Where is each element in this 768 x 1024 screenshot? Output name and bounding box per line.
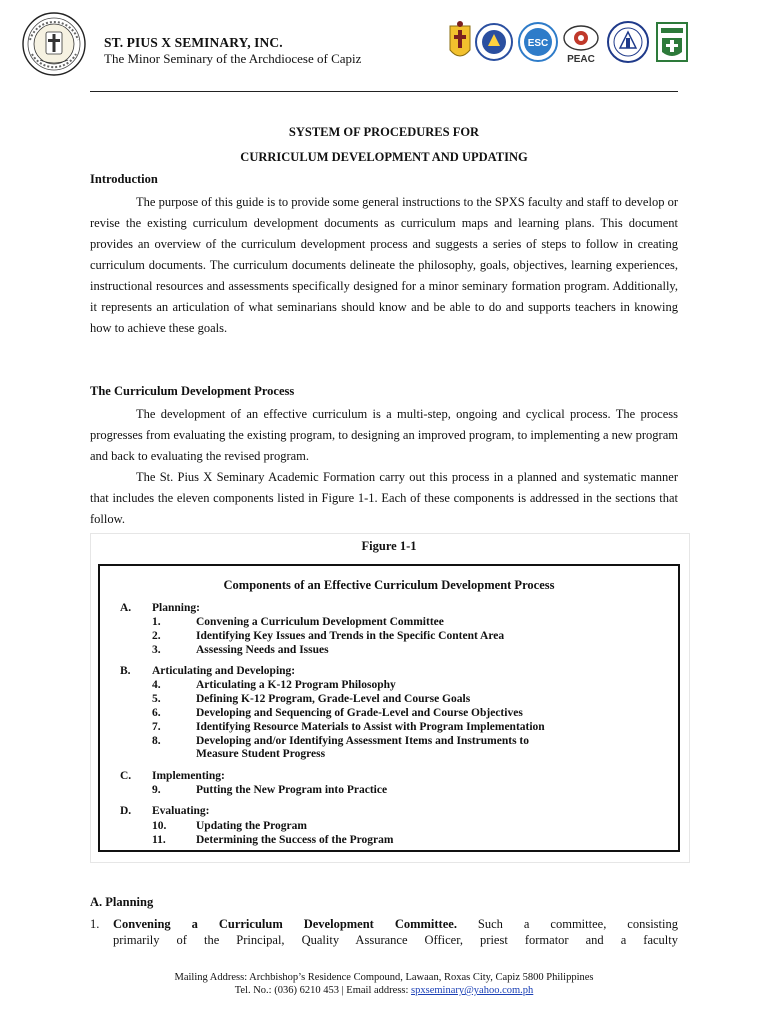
figure-section-letter: A. [120,602,132,614]
figure-item-number: 6. [152,707,161,719]
figure-item-number: 5. [152,693,161,705]
figure-item-number: 9. [152,784,161,796]
footer-phone: Tel. No.: (036) 6210 453 | Email address: [234,985,412,996]
figure-section-letter: D. [120,805,132,817]
document-title-line1: SYSTEM OF PROCEDURES FOR [288,125,480,139]
process-text-1: The development of an effective curriculum is a multi-step, ongoing and cyclical process. The process progresses from evaluating the existing program, to designing an improved program, to implementing a new program and back to evaluating the revised program. [90,407,678,463]
figure-item-text: Determining the Success of the Program [196,834,394,846]
figure-section-name: Evaluating: [152,805,210,817]
archdiocese-crest-icon [450,21,470,56]
seminary-seal-logo [10,10,98,78]
figure-item-text: Convening a Curriculum Development Committee [196,616,444,628]
figure-item-number: 3. [152,644,161,656]
accreditation-logos [448,20,693,78]
figure-item-number: 11. [152,834,166,846]
introduction-heading: Introduction [90,172,158,186]
figure-item-number: 1. [152,616,161,628]
figure-item-text: Updating the Program [196,820,307,832]
association-seal-icon [608,22,648,62]
deped-seal-icon [476,24,512,60]
figure-item-text-continued: Measure Student Progress [196,748,326,760]
process-heading: The Curriculum Development Process [90,384,295,398]
introduction-paragraph [90,192,678,339]
figure-section-letter: B. [120,665,131,677]
planning-item-line1 [113,916,678,932]
figure-item-number: 8. [152,735,161,747]
esc-logo-text: ESC [527,38,549,49]
figure-section-name: Articulating and Developing: [152,665,296,677]
email-link[interactable]: spxseminary@yahoo.com.ph [411,985,534,996]
figure-item-number: 10. [152,820,167,832]
footer-address: Mailing Address: Archbishop’s Residence Compound, Lawaan, Roxas City, Capiz 5800 Philippines [174,972,594,983]
figure-item-text: Developing and/or Identifying Assessment Items and Instruments to [196,735,530,747]
school-subtitle: The Minor Seminary of the Archdiocese of Capiz [104,51,362,66]
planning-item-line2: primarily of the Principal, Quality Assurance Officer, priest formator and a faculty [113,933,678,947]
figure-item-text: Putting the New Program into Practice [196,784,388,796]
figure-item-text: Identifying Resource Materials to Assist with Program Implementation [196,721,545,733]
figure-item-text: Developing and Sequencing of Grade-Level and Course Objectives [196,707,523,719]
figure-box [98,564,680,852]
peac-logo-icon [564,26,598,65]
figure-label: Figure 1-1 [361,539,417,553]
process-text-2: The St. Pius X Seminary Academic Formation carry out this process in a planned and systematic manner that includes the eleven components listed in Figure 1-1. Each of these components is addressed in the sections that follow. [90,470,678,526]
introduction-text: The purpose of this guide is to provide some general instructions to the SPXS faculty and staff to develop or revise the existing curriculum development documents as curriculum maps and learning plans. This document provides an overview of the curriculum development process and suggests a series of steps to follow in creating curriculum documents. The curriculum documents delineate the philosophy, goals, objectives, learning experiences, instructional resources and assessments specifically designed for a minor seminary formation program. Additionally, it represents an articulation of what seminarians should know and be able to do and supports teachers in knowing how to achieve these goals. [90,195,678,335]
peac-logo-text: PEAC [567,54,595,65]
figure-section-letter: C. [120,770,132,782]
planning-item-number: 1. [90,917,100,931]
document-title-line2: CURRICULUM DEVELOPMENT AND UPDATING [240,150,528,164]
figure-item-number: 4. [152,679,161,691]
green-shield-icon [657,23,687,61]
figure-section-name: Implementing: [152,770,225,782]
figure-item-number: 2. [152,630,161,642]
figure-item-text: Articulating a K-12 Program Philosophy [196,679,396,691]
figure-item-text: Identifying Key Issues and Trends in the Specific Content Area [196,630,505,642]
planning-item-line1-text: Such a committee, consisting [456,917,678,931]
footer-contact [0,985,768,996]
process-paragraph-1 [90,404,678,467]
figure-title: Components of an Effective Curriculum Development Process [223,578,555,592]
process-paragraph-2 [90,467,678,530]
figure-section-name: Planning: [152,602,200,614]
figure-item-text: Defining K-12 Program, Grade-Level and Course Goals [196,693,471,705]
planning-heading: A. Planning [90,895,154,909]
esc-logo-icon [519,23,557,61]
figure-item-text: Assessing Needs and Issues [196,644,329,656]
school-name: ST. PIUS X SEMINARY, INC. [104,35,283,50]
planning-item-title: Convening a Curriculum Development Committee. [113,917,457,931]
header-divider [90,91,678,92]
figure-item-number: 7. [152,721,161,733]
